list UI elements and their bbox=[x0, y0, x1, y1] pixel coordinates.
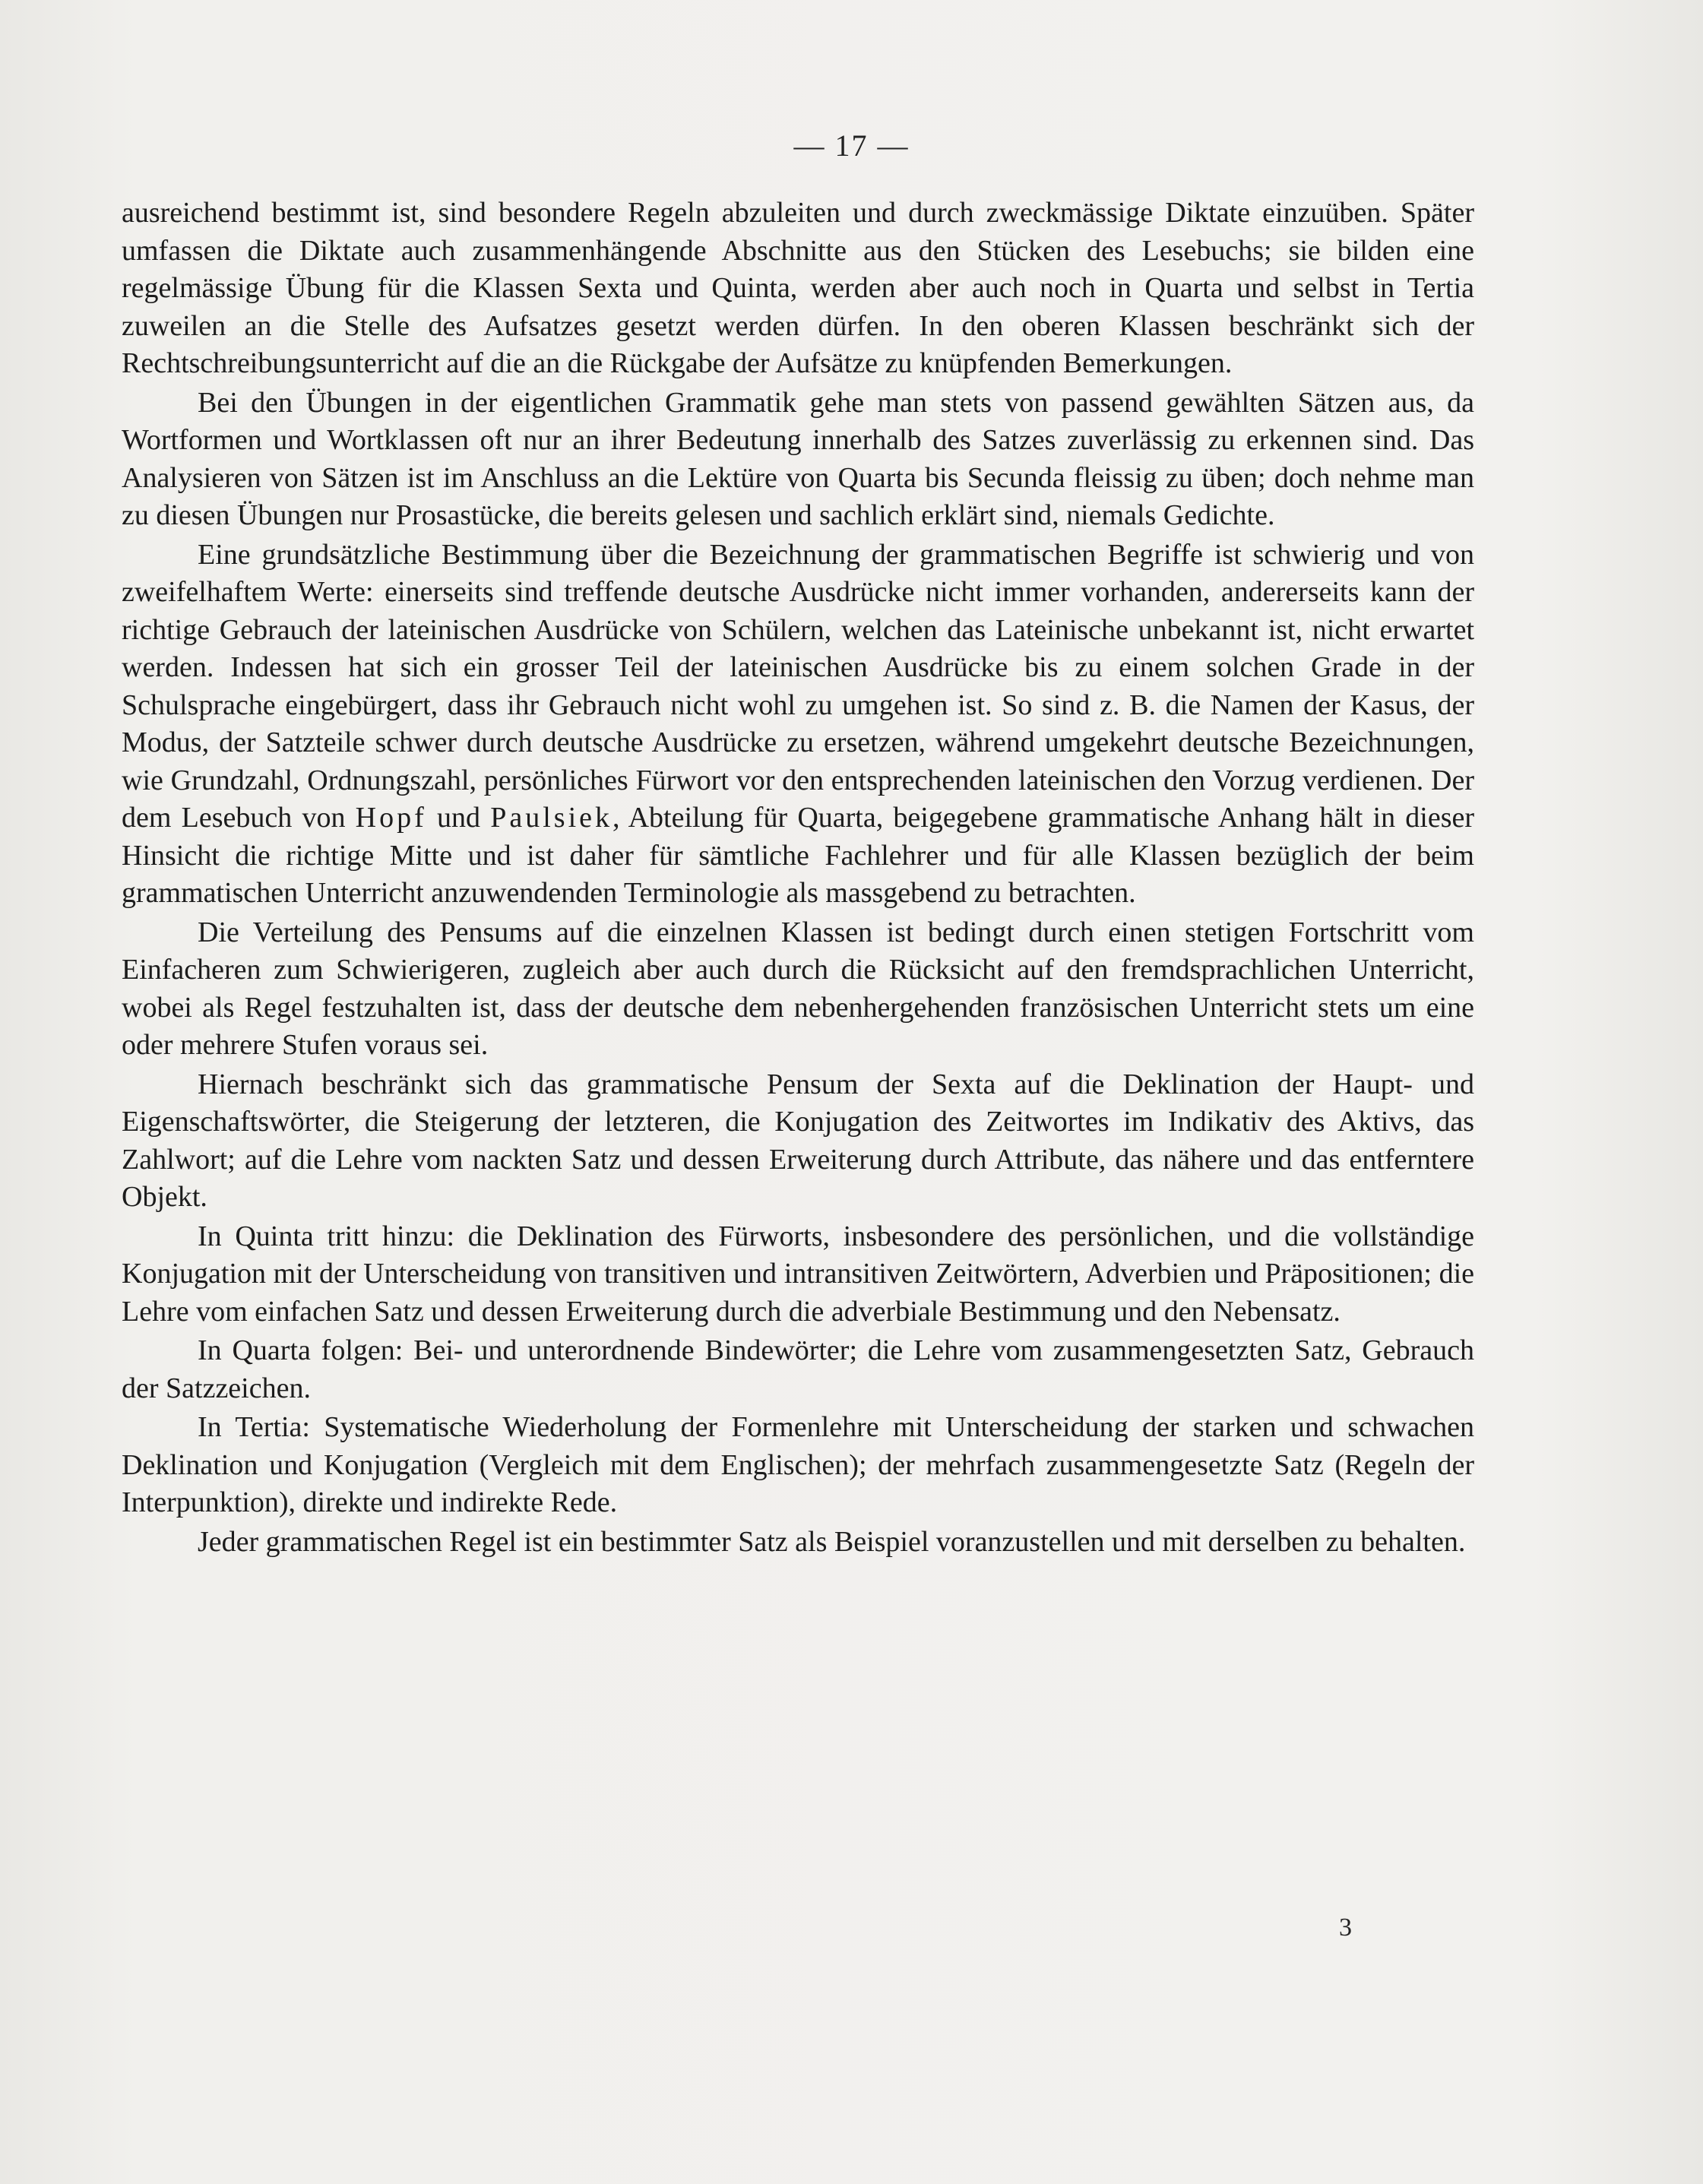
paragraph-3-text-mid: und bbox=[426, 802, 491, 834]
paragraph-6: In Quinta tritt hinzu: die Deklination des Fürworts, insbesondere des persönlichen, und die vollständige Konjugation mit der Unterscheidung von transitiven und intransitiven Zeitwörtern, Adverbien und Präpositionen; die Lehre vom einfachen Satz und dessen Erweiterung durch die adverbiale Bestimmung und den Nebensatz. bbox=[122, 1220, 1474, 1328]
paragraph-3-text-after: , Abteilung für Quarta, beigegebene grammatische Anhang hält in dieser Hinsicht die richtige Mitte und ist daher für sämtliche Fachlehrer und für alle Klassen bezüglich der beim grammatischen Unterricht anzuwendenden Terminologie als massgebend zu betrachten. bbox=[122, 802, 1475, 909]
paragraph-8: In Tertia: Systematische Wiederholung der Formenlehre mit Unterscheidung der starken und schwachen Deklination und Konjugation (Vergleich mit dem Englischen); der mehrfach zusammengesetzte Satz (Regeln der Interpunktion), direkte und indirekte Rede. bbox=[122, 1411, 1474, 1518]
page-number: — 17 — bbox=[793, 128, 910, 163]
signature-mark: 3 bbox=[1339, 1913, 1352, 1942]
paragraph-1: ausreichend bestimmt ist, sind besondere Regeln abzuleiten und durch zweckmässige Diktate einzuüben. Später umfassen die Diktate auch zusammenhängende Abschnitte aus den Stücken des Lesebuchs; sie bilden eine regelmässige Übung für die Klassen Sexta und Quinta, werden aber auch noch in Quarta und selbst in Tertia zuweilen an die Stelle des Aufsatzes gesetzt werden dürfen. In den oberen Klassen beschränkt sich der Rechtschreibungsunterricht auf die an die Rückgabe der Aufsätze zu knüpfenden Bemerkungen. bbox=[122, 197, 1474, 379]
paragraph-4: Die Verteilung des Pensums auf die einzelnen Klassen ist bedingt durch einen stetigen Fortschritt vom Einfacheren zum Schwierigeren, zugleich aber auch durch die Rücksicht auf den fremdsprachlichen Unterricht, wobei als Regel festzuhalten ist, dass der deutsche dem nebenhergehenden französischen Unterricht stets um eine oder mehrere Stufen voraus sei. bbox=[122, 916, 1474, 1061]
author-paulsiek: Paulsiek bbox=[490, 802, 613, 834]
paragraph-3 bbox=[122, 537, 1474, 913]
paragraph-7: In Quarta folgen: Bei- und unterordnende Bindewörter; die Lehre vom zusammengesetzten Satz, Gebrauch der Satzzeichen. bbox=[122, 1334, 1474, 1404]
paragraph-9: Jeder grammatischen Regel ist ein bestimmter Satz als Beispiel voranzustellen und mit derselben zu behalten. bbox=[198, 1525, 1466, 1558]
body-text bbox=[122, 195, 1474, 1561]
paragraph-2: Bei den Übungen in der eigentlichen Grammatik gehe man stets von passend gewählten Sätzen aus, da Wortformen und Wortklassen oft nur an ihrer Bedeutung innerhalb des Satzes zuverlässig zu erkennen sind. Das Analysieren von Sätzen ist im Anschluss an die Lektüre von Quarta bis Secunda fleissig zu üben; doch nehme man zu diesen Übungen nur Prosastücke, die bereits gelesen und sachlich erklärt sind, niemals Gedichte. bbox=[122, 386, 1474, 531]
paragraph-3-text-before: Eine grundsätzliche Bestimmung über die Bezeichnung der grammatischen Begriffe ist schwierig und von zweifelhaftem Werte: einerseits sind treffende deutsche Ausdrücke nicht immer vorhanden, andererseits kann der richtige Gebrauch der lateinischen Ausdrücke von Schülern, welchen das Lateinische unbekannt ist, nicht erwartet werden. Indessen hat sich ein grosser Teil der lateinischen Ausdrücke bis zu einem solchen Grade in der Schulsprache eingebürgert, dass ihr Gebrauch nicht wohl zu umgehen ist. So sind z. B. die Namen der Kasus, der Modus, der Satzteile schwer durch deutsche Ausdrücke zu ersetzen, während umgekehrt deutsche Bezeichnungen, wie Grundzahl, Ordnungszahl, persönliches Fürwort vor den entsprechenden lateinischen den Vorzug verdienen. Der dem Lesebuch von bbox=[122, 538, 1474, 834]
paragraph-5: Hiernach beschränkt sich das grammatische Pensum der Sexta auf die Deklination der Haupt- und Eigenschaftswörter, die Steigerung der letzteren, die Konjugation des Zeitwortes im Indikativ des Aktivs, das Zahlwort; auf die Lehre vom nackten Satz und dessen Erweiterung durch Attribute, das nähere und das entferntere Objekt. bbox=[122, 1068, 1474, 1213]
author-hopf: Hopf bbox=[355, 802, 427, 834]
